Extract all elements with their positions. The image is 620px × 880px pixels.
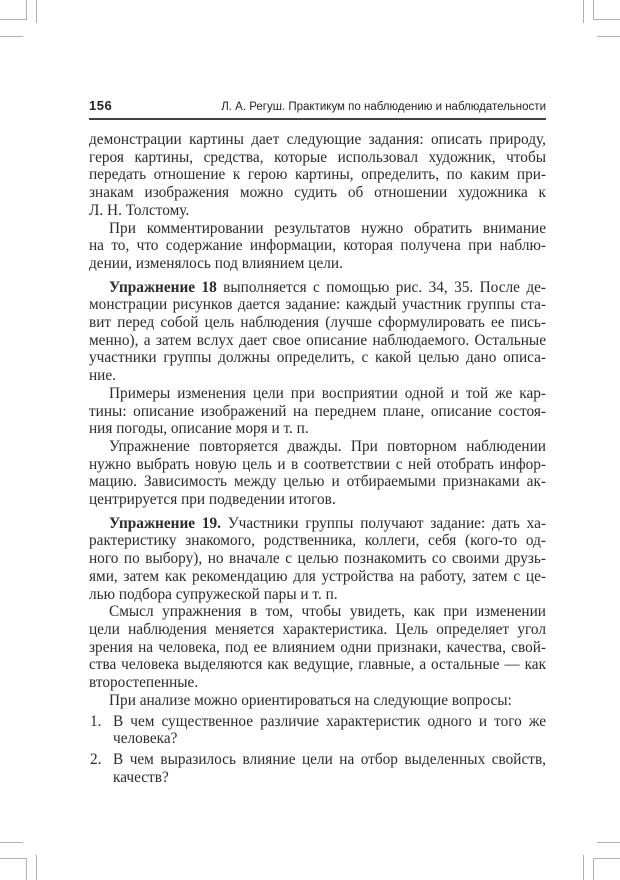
- text-line: на то, что содержание информации, которая получена при наблю-: [89, 237, 546, 255]
- list-item-number: 1.: [90, 712, 102, 730]
- text-line: Смысл упражнения в том, чтобы увидеть, как при изменении: [109, 603, 546, 621]
- crop-mark: [583, 855, 584, 880]
- page-number: 156: [89, 98, 113, 113]
- paragraph: [89, 515, 546, 604]
- paragraph: [89, 603, 546, 692]
- text-line: дении, изменялось под влиянием цели.: [89, 254, 343, 272]
- text-line: цели наблюдения меняется характеристика. Цель определяет угол: [89, 620, 546, 638]
- crop-mark: [36, 0, 37, 23]
- text-line: второстепенные.: [89, 674, 199, 692]
- paragraph: [89, 220, 546, 273]
- text-line: центрируется при подведении итогов.: [89, 491, 336, 509]
- crop-mark: [0, 858, 26, 859]
- text-line: тины: описание изображений на переднем плане, описание состоя-: [89, 402, 546, 420]
- text-line: передать отношение к герою картины, определить, по каким при-: [89, 166, 546, 184]
- crop-mark: [26, 858, 27, 880]
- exercise-label: Упражнение 18: [109, 278, 217, 296]
- text-line: зрения на человека, под ее влиянием одни признаки, качества, свой-: [89, 638, 546, 656]
- text-line: ния погоды, описание моря и т. п.: [89, 420, 309, 438]
- list-item: [89, 713, 546, 748]
- text-line: человека?: [113, 730, 178, 748]
- crop-mark: [594, 858, 620, 859]
- text-line: знакам изображения можно судить об отношении художника к: [89, 184, 546, 202]
- list-item: [89, 751, 546, 786]
- crop-mark: [0, 19, 26, 20]
- text-line: лью подбора супружеской пары и т. п.: [89, 585, 338, 603]
- crop-mark: [583, 0, 584, 23]
- text-line: демонстрации картины дает следующие задания: описать природу,: [89, 131, 546, 148]
- text-line: Упражнение 19. Участники группы получают задание: дать ха-: [109, 514, 546, 532]
- paragraph: [89, 131, 546, 220]
- text-line: качеств?: [113, 768, 169, 786]
- text-line: Упражнение 18 выполняется с помощью рис. 34, 35. После де-: [109, 278, 546, 296]
- text-line: Л. Н. Толстому.: [89, 201, 190, 219]
- page-header: [89, 98, 546, 120]
- text-line: При комментировании результатов нужно обратить внимание: [109, 219, 546, 237]
- text-line: ями, затем как рекомендацию для устройства на работу, затем с це-: [89, 567, 546, 585]
- crop-mark: [594, 19, 620, 20]
- text-line: героя картины, средства, которые использовал художник, чтобы: [89, 148, 546, 166]
- text-line: В чем выразилось влияние цели на отбор выделенных свойств,: [113, 750, 546, 768]
- text-line: ного по выбору), но вначале с целью познакомить со своими друзь-: [89, 550, 546, 568]
- numbered-list: [89, 713, 546, 787]
- text-line: При анализе можно ориентироваться на следующие вопросы:: [109, 691, 512, 709]
- crop-mark: [0, 36, 23, 37]
- text-line: вит перед собой цель наблюдения (лучше сформулировать ее пись-: [89, 314, 546, 332]
- text-line: В чем существенное различие характеристик одного и того же: [113, 712, 546, 730]
- paragraph: [89, 438, 546, 509]
- crop-mark: [597, 842, 620, 843]
- crop-mark: [36, 855, 37, 880]
- text-line: рактеристику знакомого, родственника, коллеги, себя (кого-то од-: [89, 532, 546, 550]
- list-item-number: 2.: [90, 750, 102, 768]
- text-line: нужно выбрать новую цель и в соответствии с ней отобрать инфор-: [89, 455, 546, 473]
- crop-mark: [0, 842, 23, 843]
- text-line: участники группы должны определить, с какой целью дано описа-: [89, 349, 546, 367]
- crop-mark: [26, 0, 27, 20]
- text-line: ства человека выделяются как ведущие, главные, а остальные — как: [89, 656, 546, 674]
- text-line: монстрации рисунков дается задание: каждый участник группы ста-: [89, 296, 546, 314]
- text-line: мацию. Зависимость между целью и отбираемыми признаками ак-: [89, 473, 546, 491]
- crop-mark: [593, 0, 594, 20]
- crop-mark: [597, 36, 620, 37]
- text-line: Примеры изменения цели при восприятии одной и той же кар-: [109, 384, 546, 402]
- text-line: Упражнение повторяется дважды. При повторном наблюдении: [109, 437, 546, 455]
- running-title: Л. А. Регуш. Практикум по наблюдению и наблюдательности: [221, 101, 546, 113]
- paragraph: [89, 385, 546, 438]
- crop-mark: [593, 858, 594, 880]
- text-line: менно), а затем вслух дает свое описание наблюдаемого. Остальные: [89, 331, 546, 349]
- paragraph: [89, 692, 546, 710]
- body-text-column: [89, 131, 546, 786]
- exercise-label: Упражнение 19.: [109, 514, 221, 532]
- text-line: ние.: [89, 367, 116, 385]
- paragraph: [89, 279, 546, 385]
